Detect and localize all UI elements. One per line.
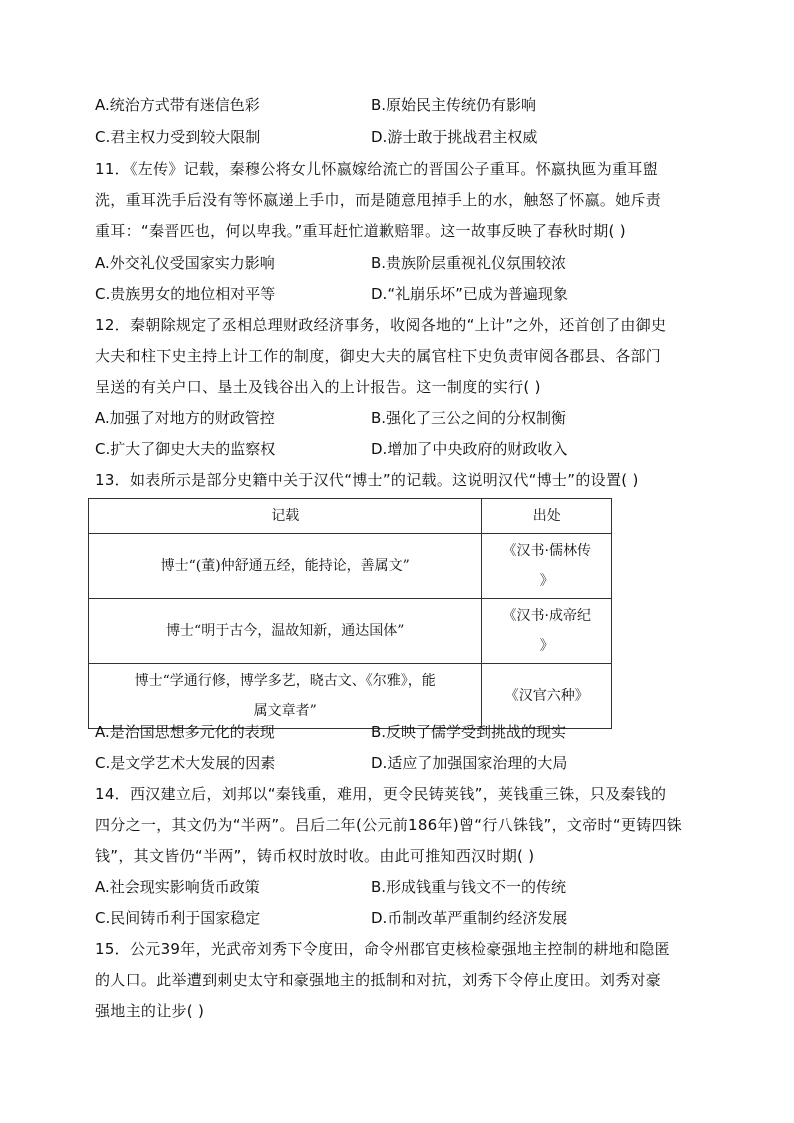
table-cell-record: 博士“(董)仲舒通五经，能持论，善属文”: [89, 534, 482, 599]
q13-option-b: B.反映了儒学受到挑战的现实: [371, 723, 567, 741]
table-cell-source: [482, 534, 612, 599]
table-header-record: 记载: [89, 499, 482, 534]
q11-option-b: B.贵族阶层重视礼仪氛围较浓: [371, 254, 567, 272]
q12-option-c: C.扩大了御史大夫的监察权: [95, 440, 276, 458]
q12-option-a: A.加强了对地方的财政管控: [95, 409, 275, 427]
table-cell-source: 《汉官六种》: [482, 664, 612, 729]
q13-option-c: C.是文学艺术大发展的因素: [95, 754, 276, 772]
q11-option-d: D.“礼崩乐坏”已成为普遍现象: [371, 285, 568, 303]
q10-option-a: A.统治方式带有迷信色彩: [95, 96, 260, 114]
record-line: 博士“学通行修，博学多艺，晓古文、《尔雅》，能: [134, 673, 436, 689]
records-table: [88, 498, 612, 729]
table-row: [89, 664, 612, 729]
table-header-row: [89, 499, 612, 534]
q12-stem-line-3: 呈送的有关户口、垦土及钱谷出入的上计报告。这一制度的实行( ): [95, 378, 541, 396]
q13-option-d: D.适应了加强国家治理的大局: [371, 754, 568, 772]
record-line: 属文章者”: [253, 703, 317, 719]
q14-stem-line-3: 钱”，其文皆仍“半两”，铸币权时放时收。由此可推知西汉时期( ): [95, 847, 535, 865]
q13-stem-line-1: 13．如表所示是部分史籍中关于汉代“博士”的记载。这说明汉代“博士”的设置( ): [95, 471, 639, 489]
table-cell-source: [482, 599, 612, 664]
q12-stem-line-2: 大夫和柱下史主持上计工作的制度，御史大夫的属官柱下史负责审阅各郡县、各部门: [95, 347, 662, 365]
q15-stem-line-3: 强地主的让步( ): [95, 1002, 205, 1020]
source-line: 《汉书·儒林传: [502, 543, 591, 559]
table-cell-record: [89, 664, 482, 729]
q14-option-c: C.民间铸币利于国家稳定: [95, 909, 261, 927]
source-line: 《汉书·成帝纪: [502, 608, 591, 624]
q11-stem-line-1: 11．《左传》记载，秦穆公将女儿怀嬴嫁给流亡的晋国公子重耳。怀嬴执匜为重耳盥: [95, 160, 658, 178]
q11-stem-line-2: 洗，重耳洗手后没有等怀嬴递上手巾，而是随意甩掉手上的水，触怒了怀嬴。她斥责: [95, 191, 662, 209]
q13-option-a: A.是治国思想多元化的表现: [95, 723, 275, 741]
q10-option-d: D.游士敢于挑战君主权威: [371, 128, 538, 146]
q12-option-b: B.强化了三公之间的分权制衡: [371, 409, 567, 427]
q11-stem-line-3: 重耳：“秦晋匹也，何以卑我。”重耳赶忙道歉赔罪。这一故事反映了春秋时期( ): [95, 222, 626, 240]
q14-stem-line-2: 四分之一，其文仍为“半两”。吕后二年(公元前186年)曾“行八铢钱”，文帝时“更铸四铢: [95, 816, 683, 834]
table-cell-record: 博士“明于古今，温故知新，通达国体”: [89, 599, 482, 664]
q10-option-b: B.原始民主传统仍有影响: [371, 96, 537, 114]
q14-option-b: B.形成钱重与钱文不一的传统: [371, 878, 567, 896]
q15-stem-line-1: 15．公元39年，光武帝刘秀下令度田，命令州郡官吏核检豪强地主控制的耕地和隐匿: [95, 940, 670, 958]
q11-option-a: A.外交礼仪受国家实力影响: [95, 254, 275, 272]
q14-stem-line-1: 14．西汉建立后，刘邦以“秦钱重，难用，更令民铸荚钱”，荚钱重三铢，只及秦钱的: [95, 785, 667, 803]
q14-option-d: D.币制改革严重制约经济发展: [371, 909, 568, 927]
q10-option-c: C.君主权力受到较大限制: [95, 128, 261, 146]
q14-option-a: A.社会现实影响货币政策: [95, 878, 260, 896]
source-line: 》: [539, 638, 554, 654]
table-header-source: 出处: [482, 499, 612, 534]
q12-stem-line-1: 12．秦朝除规定了丞相总理财政经济事务，收阅各地的“上计”之外，还首创了由御史: [95, 316, 667, 334]
source-line: 》: [539, 573, 554, 589]
table-row: [89, 599, 612, 664]
table-row: [89, 534, 612, 599]
q11-option-c: C.贵族男女的地位相对平等: [95, 285, 276, 303]
q15-stem-line-2: 的人口。此举遭到刺史太守和豪强地主的抵制和对抗，刘秀下令停止度田。刘秀对豪: [95, 971, 662, 989]
q12-option-d: D.增加了中央政府的财政收入: [371, 440, 568, 458]
